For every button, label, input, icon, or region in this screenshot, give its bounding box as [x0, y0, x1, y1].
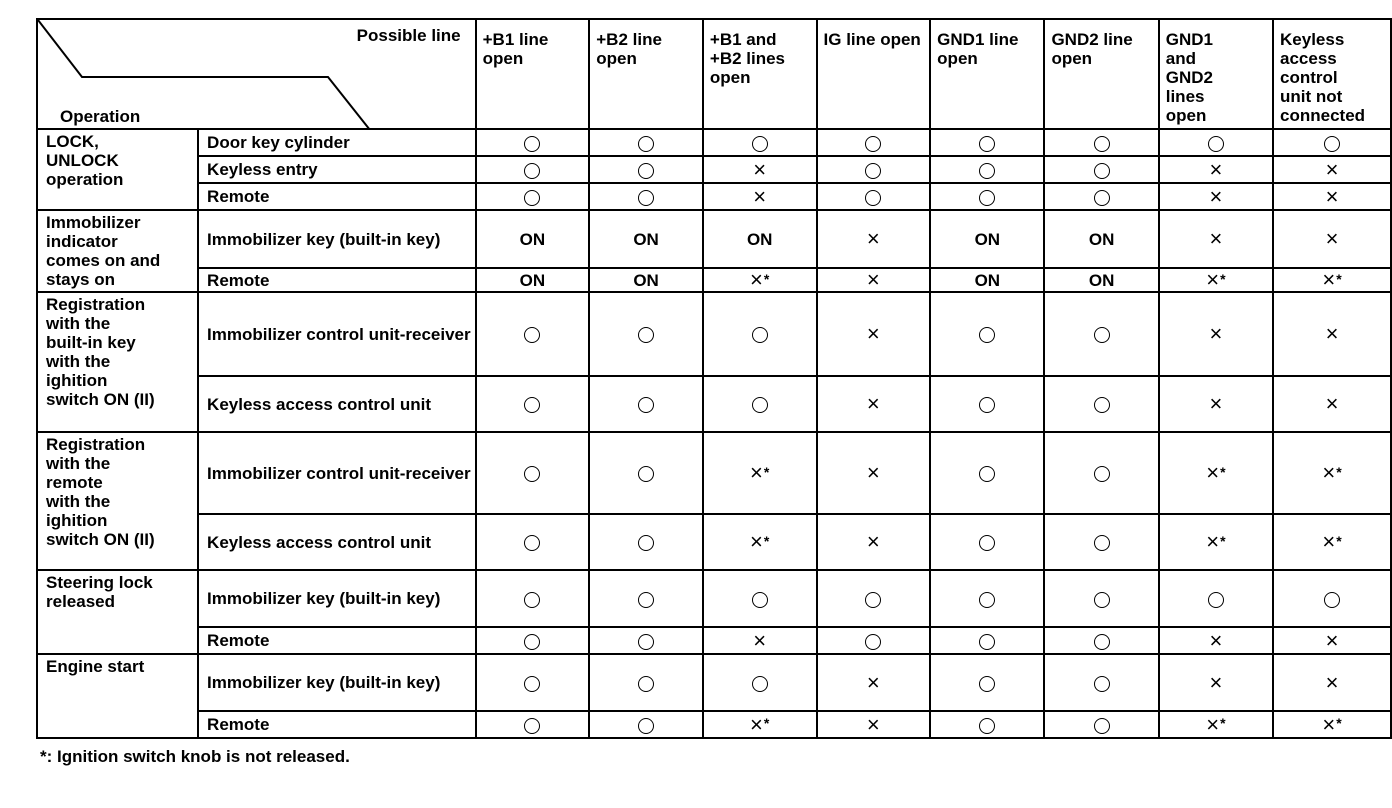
result-cell — [703, 183, 817, 210]
circle-symbol — [1094, 718, 1110, 734]
result-cell — [703, 292, 817, 376]
result-cell — [1159, 432, 1273, 514]
circle-symbol — [1208, 136, 1224, 152]
circle-symbol — [1324, 592, 1340, 608]
column-header: +B1 line open — [476, 19, 590, 129]
cross-symbol: × — [750, 529, 763, 555]
method-cell: Immobilizer control unit-receiver — [198, 432, 476, 514]
result-cell — [930, 711, 1044, 738]
result-cell — [1273, 210, 1391, 268]
result-cell — [1044, 570, 1158, 627]
result-cell — [1044, 292, 1158, 376]
result-cell — [817, 129, 931, 156]
on-label: ON — [1088, 229, 1115, 249]
circle-symbol — [979, 466, 995, 482]
circle-symbol — [865, 163, 881, 179]
asterisk-mark: * — [763, 715, 770, 732]
circle-symbol — [524, 163, 540, 179]
circle-symbol — [1094, 592, 1110, 608]
result-cell — [589, 570, 703, 627]
circle-symbol — [524, 718, 540, 734]
result-cell — [1273, 627, 1391, 654]
result-cell — [703, 156, 817, 183]
result-cell — [589, 654, 703, 711]
result-cell — [589, 627, 703, 654]
circle-symbol — [638, 327, 654, 343]
corner-cell — [37, 19, 476, 129]
corner-label-possible-line: Possible line — [356, 26, 461, 45]
cross-symbol: × — [866, 321, 880, 347]
result-cell — [476, 292, 590, 376]
table-row — [37, 268, 1391, 292]
cross-symbol: × — [866, 391, 880, 417]
method-cell: Immobilizer key (built-in key) — [198, 210, 476, 268]
result-cell — [1044, 129, 1158, 156]
asterisk-mark: * — [1220, 715, 1226, 732]
circle-symbol — [1094, 466, 1110, 482]
result-cell — [1273, 570, 1391, 627]
circle-symbol — [979, 136, 995, 152]
result-cell — [703, 570, 817, 627]
method-cell: Keyless access control unit — [198, 514, 476, 570]
asterisk-mark: * — [1336, 463, 1342, 480]
asterisk-mark: * — [763, 463, 770, 480]
result-cell — [1273, 156, 1391, 183]
result-cell — [476, 156, 590, 183]
cross-symbol: × — [1209, 321, 1223, 347]
circle-symbol — [638, 592, 654, 608]
result-cell — [1273, 654, 1391, 711]
method-cell: Remote — [198, 268, 476, 292]
cross-symbol: × — [1325, 183, 1339, 209]
circle-symbol — [524, 327, 540, 343]
circle-symbol — [1094, 136, 1110, 152]
table-row — [37, 627, 1391, 654]
cross-symbol: × — [753, 183, 767, 209]
table-row — [37, 183, 1391, 210]
result-cell — [1044, 432, 1158, 514]
result-cell — [476, 210, 590, 268]
circle-symbol — [1094, 535, 1110, 551]
cross-symbol: × — [1206, 267, 1220, 293]
result-cell — [817, 711, 931, 738]
column-header: Keyless access control unit not connected — [1273, 19, 1391, 129]
cross-symbol: × — [1206, 529, 1220, 555]
table-row — [37, 210, 1391, 268]
result-cell — [1159, 210, 1273, 268]
on-label: ON — [633, 270, 659, 290]
result-cell — [1159, 268, 1273, 292]
result-cell — [476, 627, 590, 654]
result-cell — [1159, 183, 1273, 210]
table-row — [37, 129, 1391, 156]
circle-symbol — [638, 535, 654, 551]
column-header: +B1 and +B2 lines open — [703, 19, 817, 129]
footnote: *: Ignition switch knob is not released. — [40, 747, 350, 766]
circle-symbol — [752, 136, 768, 152]
result-cell — [1159, 292, 1273, 376]
result-cell — [589, 129, 703, 156]
result-cell — [1044, 268, 1158, 292]
on-label: ON — [974, 229, 1001, 249]
result-cell — [476, 711, 590, 738]
cross-symbol: × — [750, 267, 763, 293]
on-label: ON — [746, 229, 773, 249]
circle-symbol — [524, 634, 540, 650]
circle-symbol — [1094, 397, 1110, 413]
result-cell — [817, 210, 931, 268]
result-cell — [703, 129, 817, 156]
result-cell — [930, 268, 1044, 292]
result-cell — [1044, 711, 1158, 738]
cross-symbol: × — [866, 711, 880, 737]
cross-symbol: × — [866, 529, 880, 555]
result-cell — [817, 268, 931, 292]
table-row — [37, 432, 1391, 514]
asterisk-mark: * — [763, 270, 770, 287]
result-cell — [703, 268, 817, 292]
result-cell — [930, 292, 1044, 376]
asterisk-mark: * — [1220, 532, 1226, 549]
circle-symbol — [979, 163, 995, 179]
column-header: GND1 line open — [930, 19, 1044, 129]
circle-symbol — [1324, 136, 1340, 152]
circle-symbol — [865, 592, 881, 608]
result-cell — [1159, 156, 1273, 183]
circle-symbol — [638, 190, 654, 206]
diagnosis-table — [36, 18, 1392, 739]
result-cell — [1044, 210, 1158, 268]
circle-symbol — [865, 634, 881, 650]
cross-symbol: × — [866, 267, 880, 293]
circle-symbol — [979, 676, 995, 692]
method-cell: Keyless entry — [198, 156, 476, 183]
table-row — [37, 654, 1391, 711]
circle-symbol — [979, 327, 995, 343]
circle-symbol — [524, 592, 540, 608]
result-cell — [1159, 129, 1273, 156]
cross-symbol: × — [1325, 156, 1339, 182]
on-label: ON — [519, 229, 546, 249]
on-label: ON — [1088, 270, 1115, 290]
circle-symbol — [979, 190, 995, 206]
result-cell — [930, 654, 1044, 711]
circle-symbol — [752, 592, 768, 608]
result-cell — [703, 711, 817, 738]
result-cell — [1273, 183, 1391, 210]
circle-symbol — [979, 634, 995, 650]
cross-symbol: × — [1322, 460, 1336, 486]
result-cell — [1273, 711, 1391, 738]
result-cell — [589, 183, 703, 210]
cross-symbol: × — [1322, 267, 1336, 293]
circle-symbol — [638, 163, 654, 179]
result-cell — [817, 156, 931, 183]
circle-symbol — [524, 397, 540, 413]
result-cell — [817, 432, 931, 514]
circle-symbol — [1094, 190, 1110, 206]
circle-symbol — [638, 136, 654, 152]
cross-symbol: × — [750, 711, 763, 737]
result-cell — [703, 210, 817, 268]
circle-symbol — [979, 718, 995, 734]
result-cell — [1273, 514, 1391, 570]
result-cell — [1044, 156, 1158, 183]
on-label: ON — [633, 229, 659, 249]
method-cell: Keyless access control unit — [198, 376, 476, 432]
on-label: ON — [519, 270, 546, 290]
result-cell — [589, 432, 703, 514]
result-cell — [703, 654, 817, 711]
cross-symbol: × — [1325, 321, 1339, 347]
result-cell — [930, 129, 1044, 156]
method-cell: Remote — [198, 183, 476, 210]
circle-symbol — [979, 535, 995, 551]
result-cell — [703, 376, 817, 432]
asterisk-mark: * — [1220, 463, 1226, 480]
circle-symbol — [752, 327, 768, 343]
circle-symbol — [638, 466, 654, 482]
table-row — [37, 376, 1391, 432]
circle-symbol — [1094, 634, 1110, 650]
result-cell — [1044, 627, 1158, 654]
circle-symbol — [752, 676, 768, 692]
result-cell — [476, 514, 590, 570]
cross-symbol: × — [866, 460, 880, 486]
result-cell — [589, 156, 703, 183]
cross-symbol: × — [1209, 156, 1223, 182]
result-cell — [1273, 129, 1391, 156]
circle-symbol — [638, 718, 654, 734]
result-cell — [703, 432, 817, 514]
result-cell — [1159, 570, 1273, 627]
result-cell — [1159, 654, 1273, 711]
operation-cell: Registration with the remote with the ighition switch ON (II) — [37, 432, 198, 570]
result-cell — [1273, 376, 1391, 432]
operation-cell: Engine start — [37, 654, 198, 738]
cross-symbol: × — [1325, 627, 1339, 653]
circle-symbol — [979, 592, 995, 608]
cross-symbol: × — [1322, 529, 1336, 555]
table-row — [37, 156, 1391, 183]
circle-symbol — [1094, 327, 1110, 343]
result-cell — [476, 570, 590, 627]
circle-symbol — [865, 136, 881, 152]
asterisk-mark: * — [1336, 715, 1342, 732]
corner-label-operation: Operation — [60, 107, 141, 126]
result-cell — [930, 570, 1044, 627]
circle-symbol — [524, 136, 540, 152]
cross-symbol: × — [1322, 711, 1336, 737]
result-cell — [930, 514, 1044, 570]
result-cell — [476, 268, 590, 292]
column-header: +B2 line open — [589, 19, 703, 129]
result-cell — [817, 514, 931, 570]
asterisk-mark: * — [1336, 532, 1342, 549]
circle-symbol — [524, 190, 540, 206]
result-cell — [589, 711, 703, 738]
result-cell — [703, 514, 817, 570]
cross-symbol: × — [753, 627, 767, 653]
operation-cell: LOCK, UNLOCK operation — [37, 129, 198, 210]
method-cell: Remote — [198, 711, 476, 738]
method-cell: Immobilizer key (built-in key) — [198, 570, 476, 627]
circle-symbol — [1208, 592, 1224, 608]
cross-symbol: × — [866, 669, 880, 695]
result-cell — [1273, 292, 1391, 376]
circle-symbol — [1094, 163, 1110, 179]
result-cell — [1159, 711, 1273, 738]
result-cell — [589, 376, 703, 432]
result-cell — [589, 514, 703, 570]
on-label: ON — [974, 270, 1001, 290]
cross-symbol: × — [1209, 627, 1223, 653]
result-cell — [703, 627, 817, 654]
result-cell — [476, 654, 590, 711]
result-cell — [817, 654, 931, 711]
table-row — [37, 514, 1391, 570]
method-cell: Remote — [198, 627, 476, 654]
circle-symbol — [865, 190, 881, 206]
result-cell — [1273, 268, 1391, 292]
asterisk-mark: * — [1336, 270, 1342, 287]
circle-symbol — [524, 466, 540, 482]
operation-cell: Immobilizer indicator comes on and stays on — [37, 210, 198, 292]
cross-symbol: × — [1325, 391, 1339, 417]
cross-symbol: × — [1325, 226, 1339, 252]
result-cell — [1044, 654, 1158, 711]
result-cell — [589, 210, 703, 268]
result-cell — [476, 432, 590, 514]
header-row — [37, 19, 1391, 129]
result-cell — [930, 376, 1044, 432]
cross-symbol: × — [866, 226, 880, 252]
result-cell — [1159, 514, 1273, 570]
result-cell — [817, 292, 931, 376]
circle-symbol — [524, 676, 540, 692]
cross-symbol: × — [1209, 183, 1223, 209]
result-cell — [930, 432, 1044, 514]
result-cell — [930, 156, 1044, 183]
column-header: IG line open — [817, 19, 931, 129]
method-cell: Immobilizer control unit-receiver — [198, 292, 476, 376]
result-cell — [476, 183, 590, 210]
circle-symbol — [638, 634, 654, 650]
result-cell — [930, 627, 1044, 654]
cross-symbol: × — [1206, 711, 1220, 737]
result-cell — [817, 183, 931, 210]
result-cell — [1273, 432, 1391, 514]
result-cell — [476, 376, 590, 432]
column-header: GND2 line open — [1044, 19, 1158, 129]
operation-cell: Steering lock released — [37, 570, 198, 654]
result-cell — [817, 376, 931, 432]
result-cell — [1159, 627, 1273, 654]
cross-symbol: × — [1206, 460, 1220, 486]
result-cell — [1159, 376, 1273, 432]
cross-symbol: × — [753, 156, 767, 182]
table-row — [37, 711, 1391, 738]
result-cell — [817, 570, 931, 627]
result-cell — [1044, 183, 1158, 210]
result-cell — [1044, 514, 1158, 570]
result-cell — [930, 210, 1044, 268]
circle-symbol — [1094, 676, 1110, 692]
result-cell — [589, 268, 703, 292]
circle-symbol — [638, 676, 654, 692]
cross-symbol: × — [1209, 669, 1223, 695]
method-cell: Immobilizer key (built-in key) — [198, 654, 476, 711]
column-header: GND1 and GND2 lines open — [1159, 19, 1273, 129]
table-row — [37, 292, 1391, 376]
circle-symbol — [638, 397, 654, 413]
asterisk-mark: * — [1220, 270, 1226, 287]
operation-cell: Registration with the built-in key with the ighition switch ON (II) — [37, 292, 198, 432]
method-cell: Door key cylinder — [198, 129, 476, 156]
cross-symbol: × — [750, 460, 763, 486]
cross-symbol: × — [1325, 669, 1339, 695]
cross-symbol: × — [1209, 391, 1223, 417]
table-row — [37, 570, 1391, 627]
result-cell — [817, 627, 931, 654]
cross-symbol: × — [1209, 226, 1223, 252]
result-cell — [1044, 376, 1158, 432]
result-cell — [589, 292, 703, 376]
circle-symbol — [524, 535, 540, 551]
circle-symbol — [752, 397, 768, 413]
result-cell — [476, 129, 590, 156]
circle-symbol — [979, 397, 995, 413]
result-cell — [930, 183, 1044, 210]
asterisk-mark: * — [763, 532, 770, 549]
